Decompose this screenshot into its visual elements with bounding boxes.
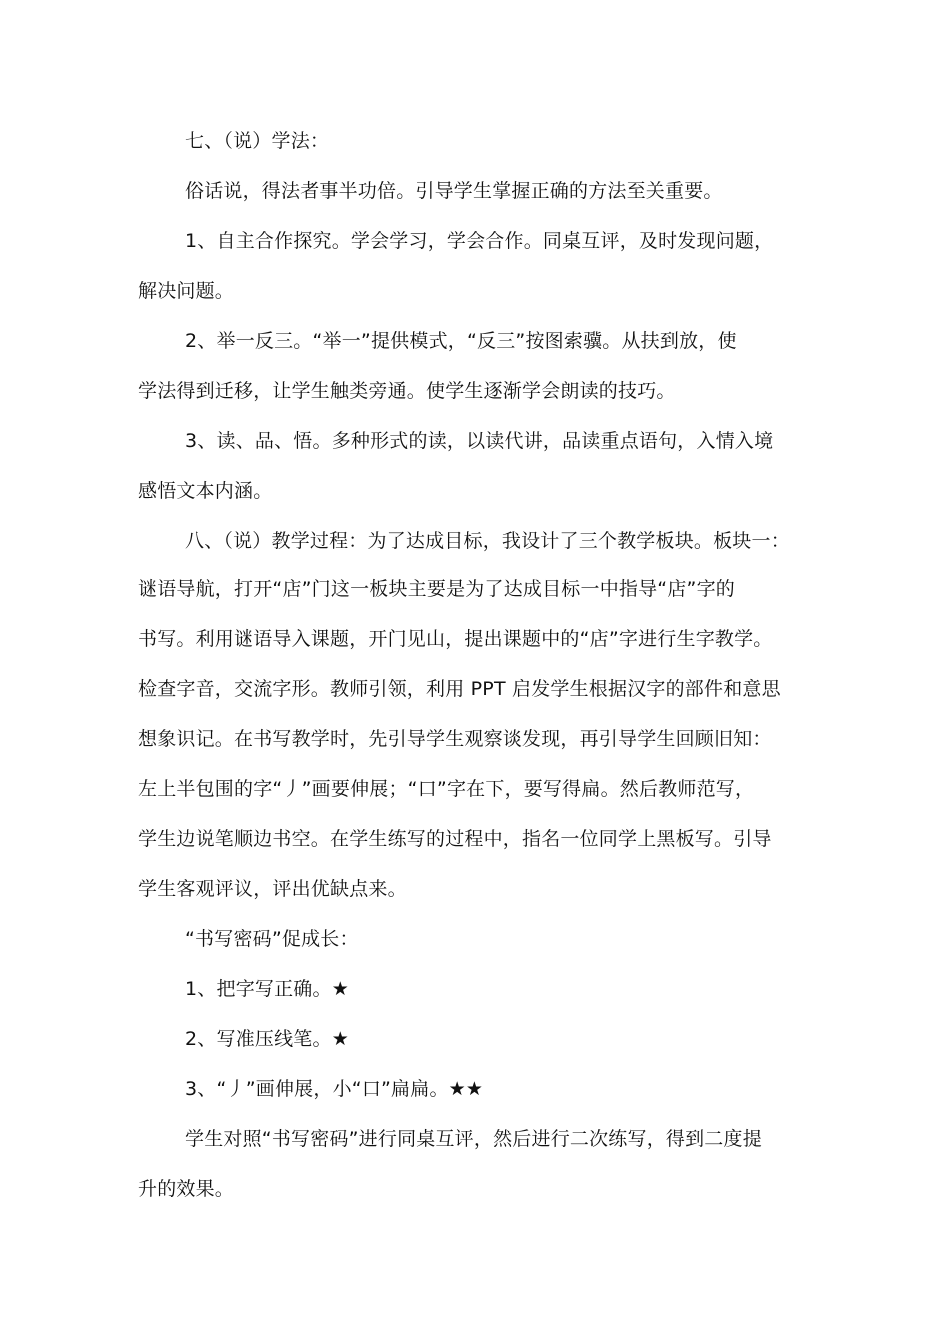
paragraph-line: 升的效果。 — [138, 1178, 235, 1200]
paragraph-line: 想象识记。在书写教学时，先引导学生观察谈发现，再引导学生回顾旧知： — [138, 728, 772, 750]
paragraph-line: 1、自主合作探究。学会学习，学会合作。同桌互评，及时发现问题， — [185, 230, 774, 252]
paragraph-line: 学生客观评议，评出优缺点来。 — [138, 878, 407, 900]
section-heading-7: 七、（说）学法： — [185, 130, 330, 152]
paragraph-line: 检查字音，交流字形。教师引领，利用 PPT 启发学生根据汉字的部件和意思 — [138, 678, 781, 700]
paragraph-line: 书写。利用谜语导入课题，开门见山，提出课题中的“店”字进行生字教学。 — [138, 628, 773, 650]
list-item: 2、写准压线笔。★ — [185, 1028, 349, 1050]
paragraph-line: 谜语导航，打开“店”门这一板块主要是为了达成目标一中指导“店”字的 — [138, 578, 735, 600]
paragraph-line: 2、举一反三。“举一”提供模式，“反三”按图索骥。从扶到放，使 — [185, 330, 737, 352]
subheading: “书写密码”促成长： — [185, 928, 359, 950]
paragraph-line: 3、读、品、悟。多种形式的读，以读代讲，品读重点语句，入情入境 — [185, 430, 774, 452]
list-item: 1、把字写正确。★ — [185, 978, 349, 1000]
paragraph-line: 俗话说，得法者事半功倍。引导学生掌握正确的方法至关重要。 — [185, 180, 723, 202]
paragraph-line: 学生边说笔顺边书空。在学生练写的过程中，指名一位同学上黑板写。引导 — [138, 828, 772, 850]
paragraph-line: 学生对照“书写密码”进行同桌互评，然后进行二次练写，得到二度提 — [185, 1128, 762, 1150]
section-heading-8: 八、（说）教学过程：为了达成目标，我设计了三个教学板块。板块一： — [185, 530, 790, 552]
list-item: 3、“丿”画伸展，小“口”扁扁。★★ — [185, 1078, 484, 1100]
paragraph-line: 感悟文本内涵。 — [138, 480, 273, 502]
paragraph-line: 学法得到迁移，让学生触类旁通。使学生逐渐学会朗读的技巧。 — [138, 380, 676, 402]
paragraph-line: 解决问题。 — [138, 280, 235, 302]
paragraph-line: 左上半包围的字“丿”画要伸展；“口”字在下，要写得扁。然后教师范写， — [138, 778, 755, 800]
